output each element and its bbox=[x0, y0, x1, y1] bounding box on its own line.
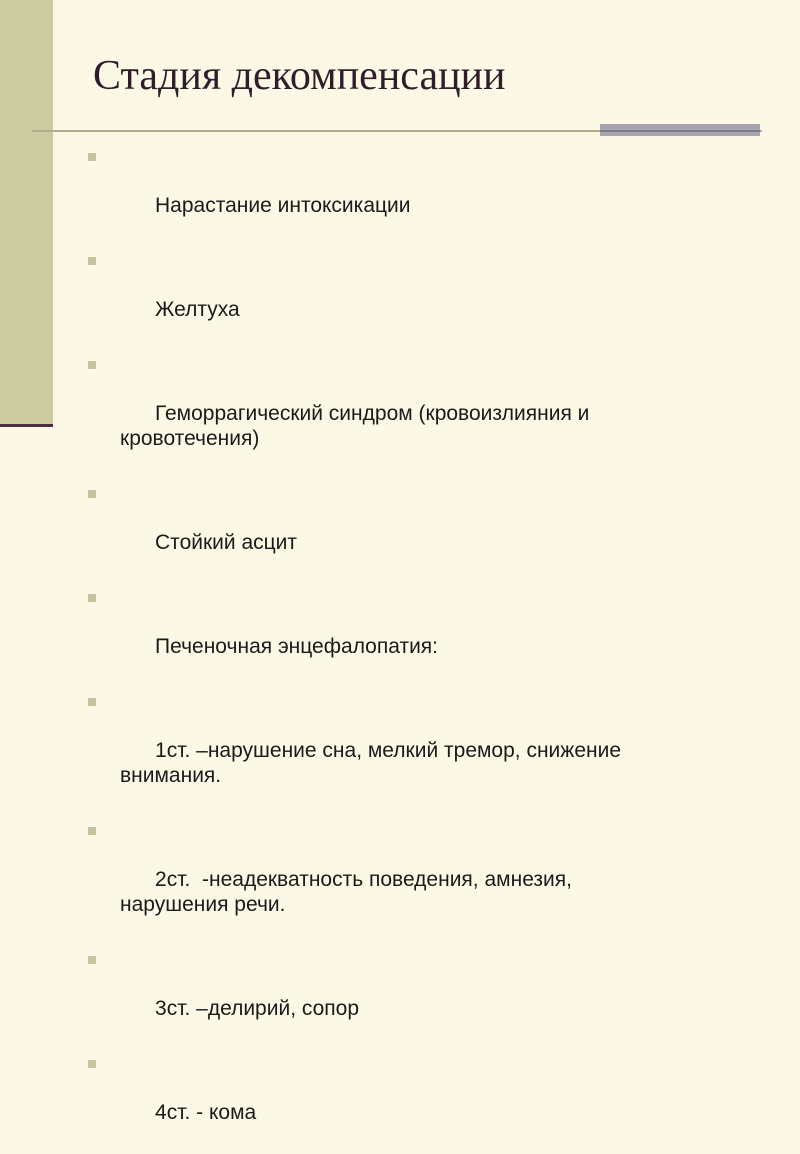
decorative-side-band-edge bbox=[0, 424, 53, 427]
bullet-item bbox=[86, 584, 726, 684]
bullet-text: Геморрагический синдром (кровоизлияния и кровотечения) bbox=[120, 402, 590, 450]
bullet-text: Стойкий асцит bbox=[155, 531, 298, 554]
square-bullet-icon bbox=[88, 1060, 96, 1068]
bullet-item bbox=[86, 817, 726, 942]
bullet-item bbox=[86, 247, 726, 347]
decorative-side-band bbox=[0, 0, 53, 427]
bullet-text: 2ст. -неадекватность поведения, амнезия, нарушения речи. bbox=[120, 868, 572, 916]
bullet-item bbox=[86, 143, 726, 243]
title-divider-accent-line bbox=[600, 130, 760, 132]
bullet-text: Желтуха bbox=[155, 298, 240, 321]
bullet-item bbox=[86, 480, 726, 580]
square-bullet-icon bbox=[88, 361, 96, 369]
bullet-list bbox=[86, 143, 726, 1154]
bullet-item bbox=[86, 351, 726, 476]
square-bullet-icon bbox=[88, 490, 96, 498]
bullet-text: Печеночная энцефалопатия: bbox=[155, 635, 439, 658]
bullet-item bbox=[86, 688, 726, 813]
square-bullet-icon bbox=[88, 827, 96, 835]
bullet-item bbox=[86, 946, 726, 1046]
square-bullet-icon bbox=[88, 153, 96, 161]
bullet-text: 3ст. –делирий, сопор bbox=[155, 997, 360, 1020]
square-bullet-icon bbox=[88, 956, 96, 964]
square-bullet-icon bbox=[88, 698, 96, 706]
bullet-item bbox=[86, 1050, 726, 1150]
bullet-text: 4ст. - кома bbox=[155, 1101, 257, 1124]
square-bullet-icon bbox=[88, 257, 96, 265]
slide-title: Стадия декомпенсации bbox=[93, 53, 506, 99]
bullet-text: 1ст. –нарушение сна, мелкий тремор, снижение внимания. bbox=[120, 739, 622, 787]
bullet-text: Нарастание интоксикации bbox=[155, 194, 411, 217]
square-bullet-icon bbox=[88, 594, 96, 602]
